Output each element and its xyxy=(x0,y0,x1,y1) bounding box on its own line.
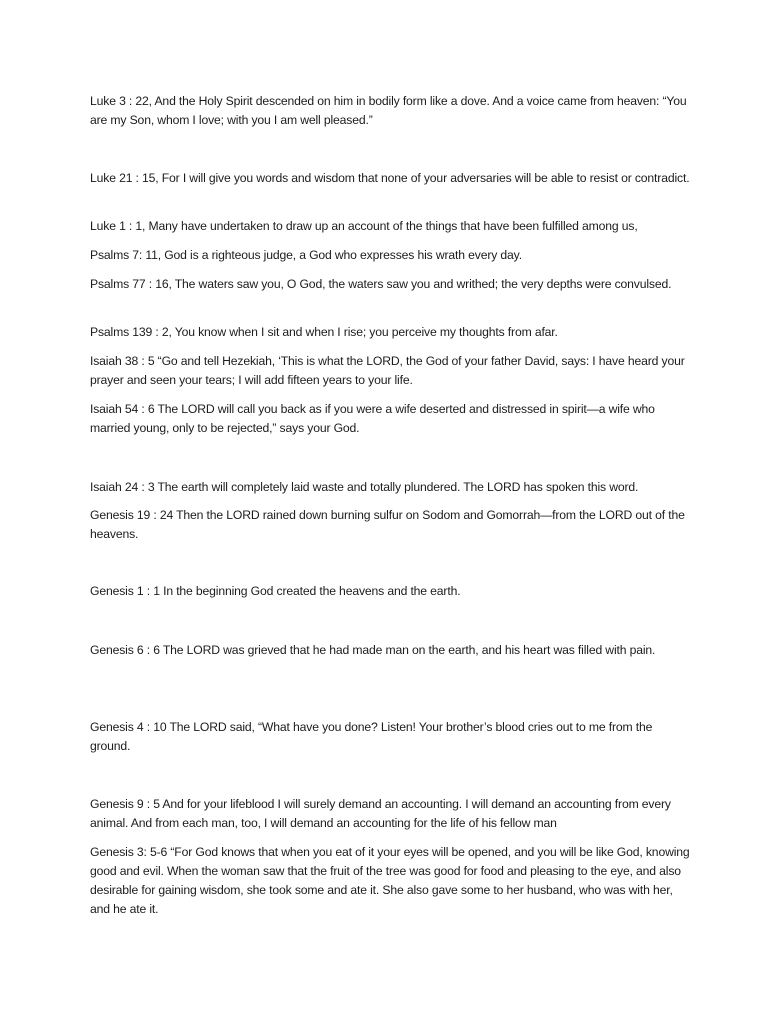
verse-paragraph: Psalms 77 : 16, The waters saw you, O God, the waters saw you and writhed; the very depths were convulsed. xyxy=(90,277,672,291)
verse-paragraph: Luke 21 : 15, For I will give you words and wisdom that none of your adversaries will be able to resist or contradict. xyxy=(90,171,690,185)
verse-paragraph: Luke 3 : 22, And the Holy Spirit descended on him in bodily form like a dove. And a voice came from heaven: “You are my Son, whom I love; with you I am well pleased.” xyxy=(90,94,687,127)
verse-paragraph: Genesis 1 : 1 In the beginning God created the heavens and the earth. xyxy=(90,584,461,598)
verse-paragraph: Genesis 19 : 24 Then the LORD rained down burning sulfur on Sodom and Gomorrah—from the LORD out of the heavens. xyxy=(90,508,685,541)
verse-paragraph: Genesis 6 : 6 The LORD was grieved that he had made man on the earth, and his heart was filled with pain. xyxy=(90,643,656,657)
verse-paragraph: Isaiah 54 : 6 The LORD will call you back as if you were a wife deserted and distressed in spirit—a wife who married young, only to be rejected,” says your God. xyxy=(90,402,655,435)
verse-paragraph: Psalms 7: 11, God is a righteous judge, a God who expresses his wrath every day. xyxy=(90,248,522,262)
verse-paragraph: Genesis 9 : 5 And for your lifeblood I will surely demand an accounting. I will demand an accounting from every animal. And from each man, too, I will demand an accounting for the life of his fellow man xyxy=(90,797,671,830)
verse-paragraph: Luke 1 : 1, Many have undertaken to draw up an account of the things that have been fulfilled among us, xyxy=(90,219,638,233)
verse-paragraph: Genesis 3: 5-6 “For God knows that when you eat of it your eyes will be opened, and you will be like God, knowing good and evil. When the woman saw that the fruit of the tree was good for food and pleasing to the eye, and also desirable for gaining wisdom, she took some and ate it. She also gave some to her husband, who was with her, and he ate it. xyxy=(90,845,690,916)
verse-paragraph: Isaiah 24 : 3 The earth will completely laid waste and totally plundered. The LORD has spoken this word. xyxy=(90,480,639,494)
verse-paragraph: Genesis 4 : 10 The LORD said, “What have you done? Listen! Your brother’s blood cries out to me from the ground. xyxy=(90,720,653,753)
verse-paragraph: Psalms 139 : 2, You know when I sit and when I rise; you perceive my thoughts from afar. xyxy=(90,325,558,339)
verse-paragraph: Isaiah 38 : 5 “Go and tell Hezekiah, ‘This is what the LORD, the God of your father David, says: I have heard your prayer and seen your tears; I will add fifteen years to your life. xyxy=(90,354,685,387)
